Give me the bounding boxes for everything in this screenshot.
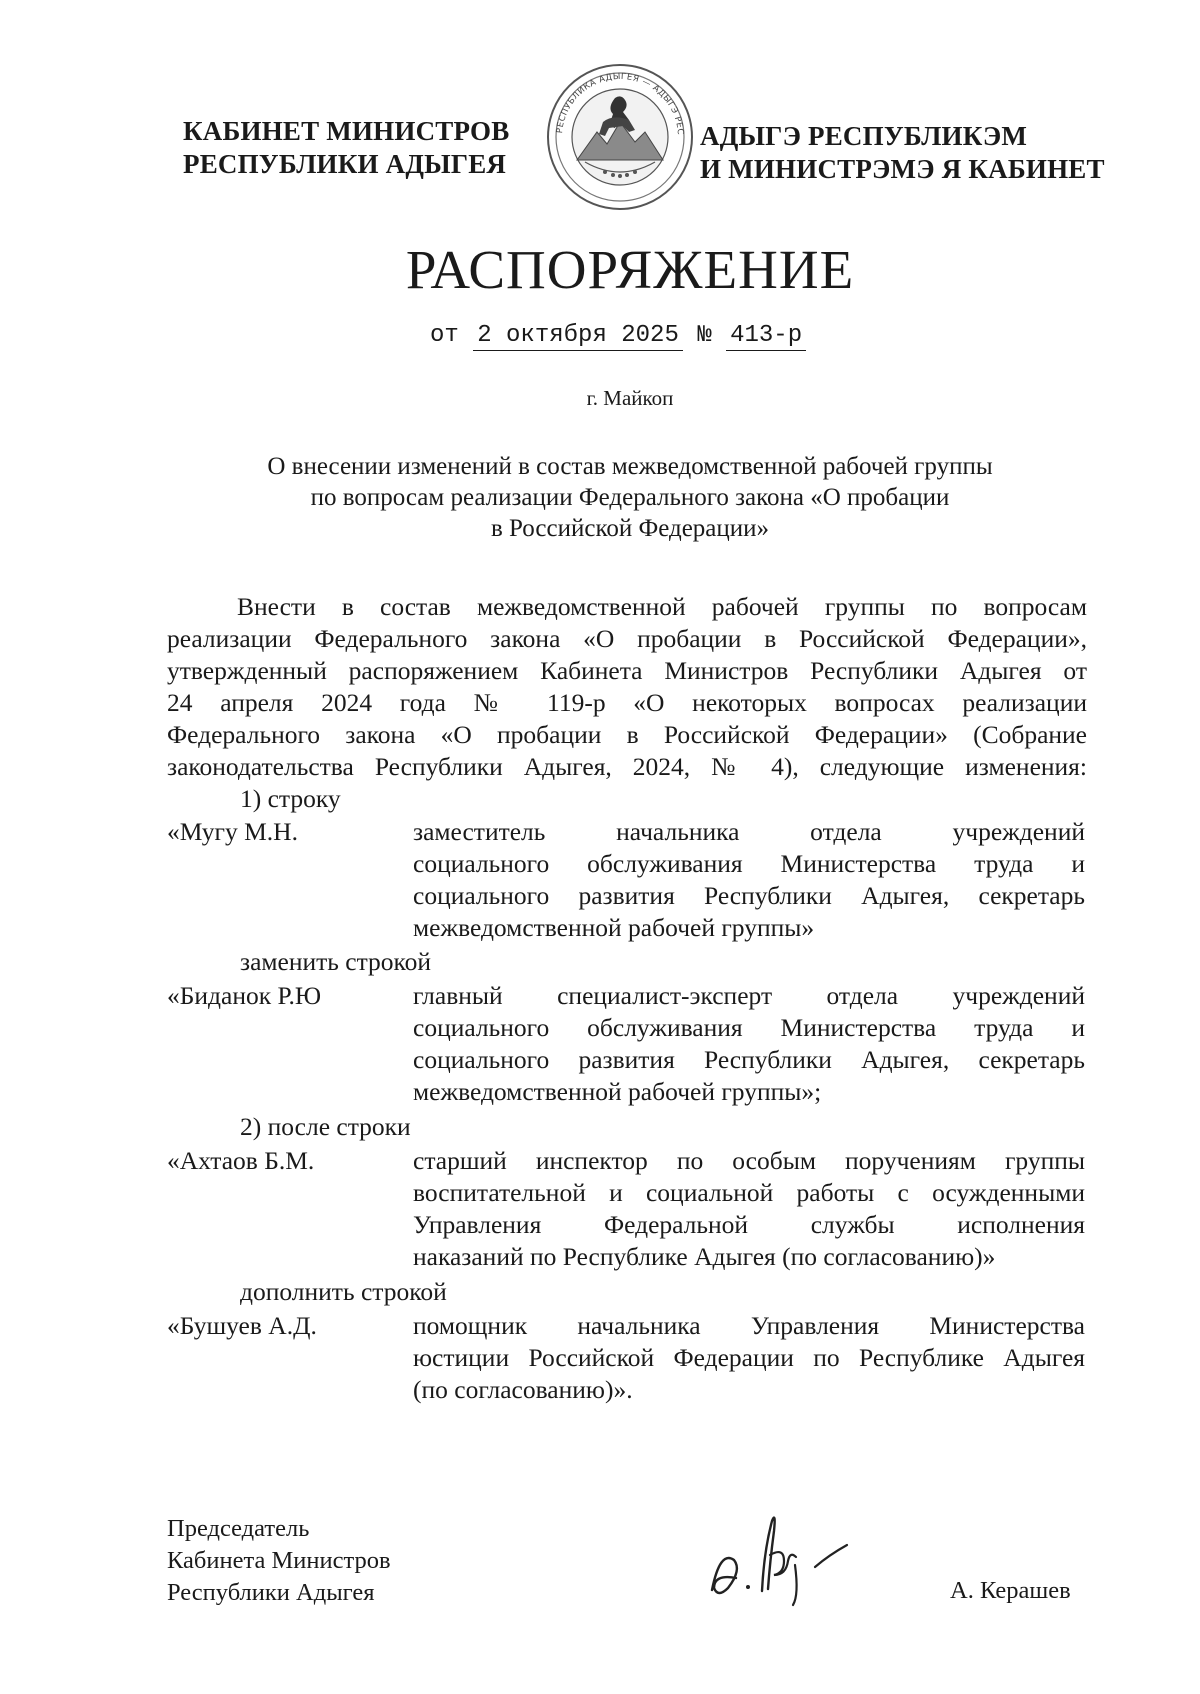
- document-subject: [0, 451, 1200, 544]
- intro-line6: законодательства Республики Адыгея, 2024, № 4), следующие изменения:: [167, 752, 1087, 781]
- date-prefix: от: [430, 322, 459, 349]
- entry3-line4: наказаний по Республике Адыгея (по согласованию)»: [413, 1242, 996, 1271]
- header-left-line1: КАБИНЕТ МИНИСТРОВ: [183, 116, 510, 146]
- entry2-name: «Биданок Р.Ю: [167, 981, 322, 1010]
- subject-line3: в Российской Федерации»: [490, 515, 770, 542]
- header-left-block: [183, 115, 509, 181]
- entry3-description: [413, 1145, 1085, 1273]
- entry3-line3: Управления Федеральной службы исполнения: [413, 1210, 1085, 1239]
- intro-line4: 24 апреля 2024 года № 119-р «О некоторых вопросах реализации: [167, 688, 1087, 717]
- item1-label: 1) строку: [240, 784, 341, 813]
- entry2-line1: главный специалист-эксперт отдела учреждений: [413, 981, 1085, 1010]
- position-line1: Председатель: [167, 1515, 310, 1542]
- subject-line1: О внесении изменений в состав межведомственной рабочей группы: [267, 453, 993, 480]
- entry3-name: «Ахтаов Б.М.: [167, 1146, 315, 1175]
- header-left-line2: РЕСПУБЛИКИ АДЫГЕЯ: [183, 149, 507, 179]
- document-number: 413-р: [726, 322, 806, 351]
- entry2-line2: социального обслуживания Министерства труда и: [413, 1013, 1085, 1042]
- item2-label: 2) после строки: [240, 1112, 411, 1141]
- svg-text:РЕСПУБЛИКА АДЫГЕЯ — АДЫГЭ РЕСП: РЕСПУБЛИКА АДЫГЕЯ — АДЫГЭ РЕС: [555, 71, 686, 136]
- entry1-line3: социального развития Республики Адыгея, секретарь: [413, 881, 1085, 910]
- number-prefix: №: [697, 322, 712, 349]
- header-right-block: [700, 120, 1105, 186]
- entry1-description: [413, 816, 1085, 944]
- document-date: 2 октября 2025: [473, 322, 683, 351]
- intro-line5: Федерального закона «О пробации в Российской Федерации» (Собрание: [167, 720, 1087, 749]
- intro-line3: утвержденный распоряжением Кабинета Министров Республики Адыгея от: [167, 656, 1087, 685]
- entry4-line3: (по согласованию)».: [413, 1375, 633, 1404]
- header-right-line1: АДЫГЭ РЕСПУБЛИКЭМ: [700, 121, 1028, 151]
- intro-line2: реализации Федерального закона «О пробации в Российской Федерации»,: [167, 624, 1087, 653]
- document-city: г. Майкоп: [586, 386, 674, 410]
- subject-line2: по вопросам реализации Федерального закона «О пробации: [310, 484, 950, 511]
- signatory-name: А. Керашев: [950, 1577, 1071, 1604]
- position-line3: Республики Адыгея: [167, 1579, 375, 1606]
- entry2-line3: социального развития Республики Адыгея, секретарь: [413, 1045, 1085, 1074]
- entry2-line4: межведомственной рабочей группы»;: [413, 1077, 822, 1106]
- entry4-name: «Бушуев А.Д.: [167, 1311, 317, 1340]
- entry1-name: «Мугу М.Н.: [167, 817, 298, 846]
- replace-label: заменить строкой: [240, 947, 432, 976]
- document-date-number-line: [430, 322, 806, 351]
- entry1-line4: межведомственной рабочей группы»: [413, 913, 815, 942]
- entry3-line1: старший инспектор по особым поручениям группы: [413, 1146, 1085, 1175]
- entry2-description: [413, 980, 1085, 1108]
- position-line2: Кабинета Министров: [167, 1547, 391, 1574]
- document-title: РАСПОРЯЖЕНИЕ: [405, 239, 855, 300]
- handwritten-signature-icon: [690, 1495, 860, 1615]
- intro-line1: Внести в состав межведомственной рабочей группы по вопросам: [237, 592, 1087, 621]
- entry4-line1: помощник начальника Управления Министерства: [413, 1311, 1085, 1340]
- entry4-line2: юстиции Российской Федерации по Республике Адыгея: [413, 1343, 1085, 1372]
- entry3-line2: воспитательной и социальной работы с осужденными: [413, 1178, 1085, 1207]
- entry1-line2: социального обслуживания Министерства труда и: [413, 849, 1085, 878]
- signatory-position: [167, 1513, 391, 1609]
- intro-paragraph: [167, 591, 1087, 783]
- republic-of-adygea-coat-of-arms-icon: [545, 62, 695, 212]
- add-label: дополнить строкой: [240, 1277, 447, 1306]
- entry1-line1: заместитель начальника отдела учреждений: [413, 817, 1085, 846]
- header-right-line2: И МИНИСТРЭМЭ Я КАБИНЕТ: [700, 154, 1105, 184]
- entry4-description: [413, 1310, 1085, 1406]
